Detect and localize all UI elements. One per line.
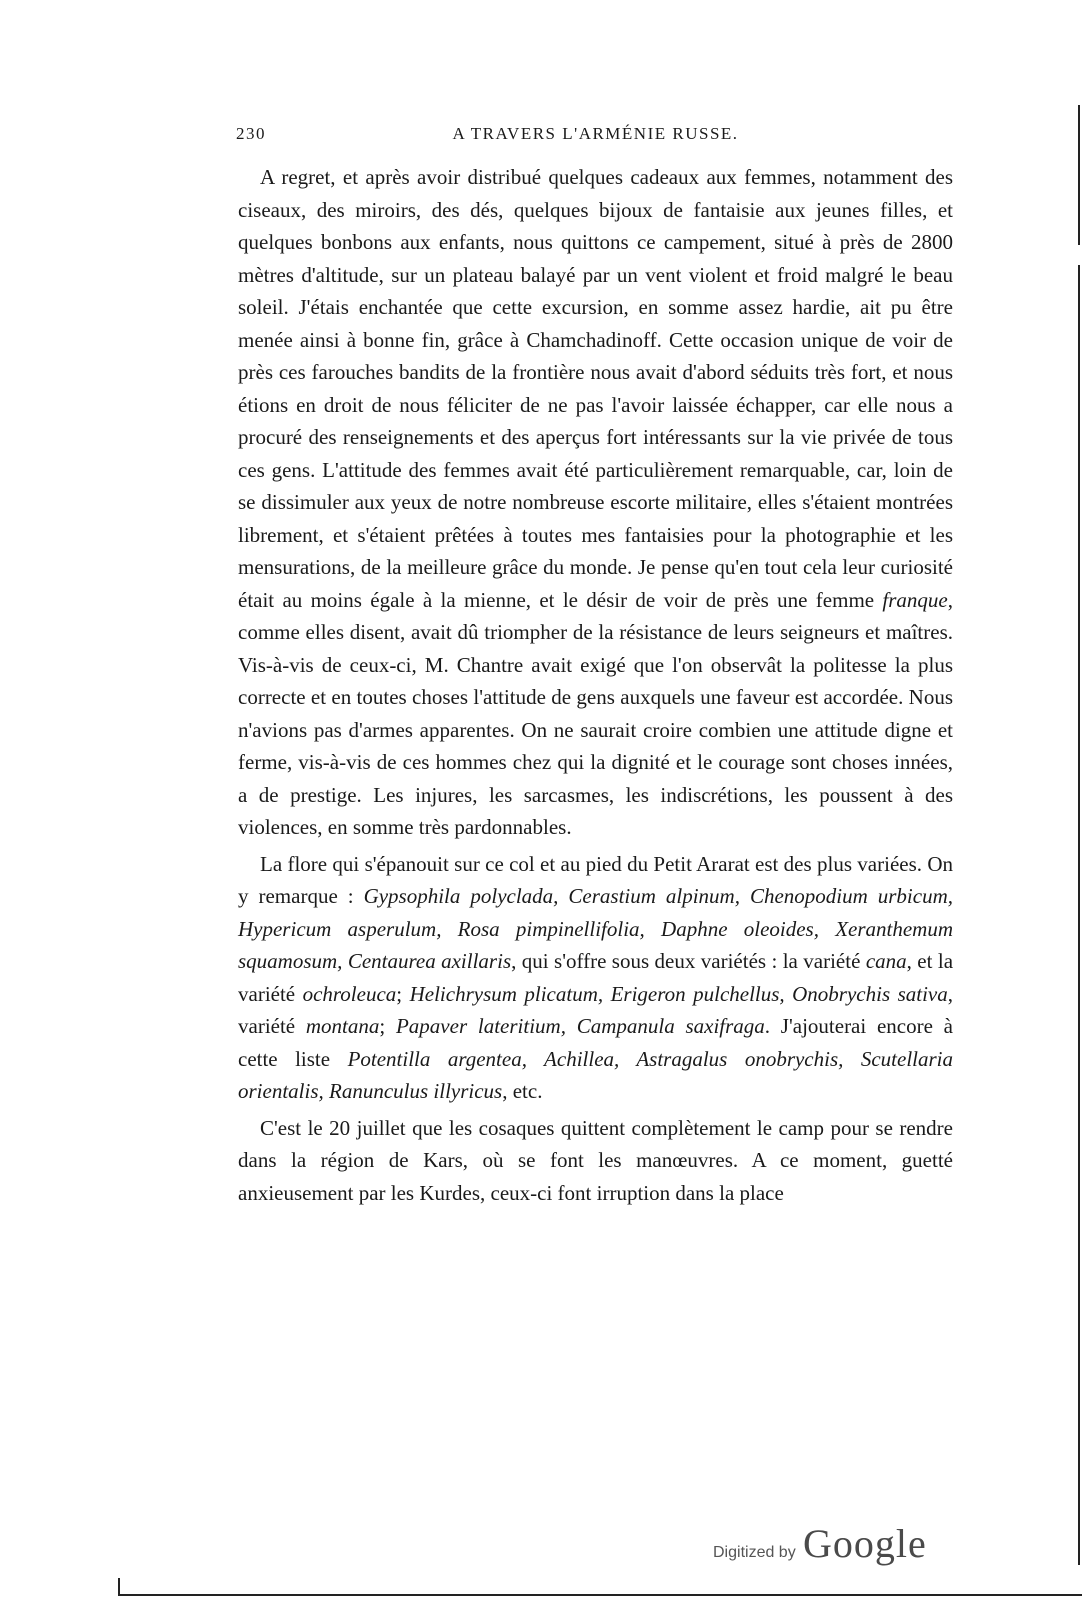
text-run: C'est le 20 juillet que les cosaques quittent complètement le camp pour se rendre dans la région de Kars, où se font les manœuvres. A ce moment, guetté anxieusement par les Kurdes, ceux-ci font irruption dans la place (238, 1115, 953, 1205)
running-head (236, 124, 955, 150)
text-run: , qui s'offre sous deux variétés : la variété (511, 949, 866, 973)
digitized-watermark (713, 1520, 933, 1570)
italic-term: Papaver lateritium, Campanula saxifraga (395, 1014, 765, 1038)
text-run: La flore qui s'épanouit sur ce col et au pied du Petit Ararat est des plus variées. On y remarque : (238, 851, 953, 908)
text-run: ; (379, 1014, 396, 1038)
italic-term: Gypsophila polyclada, Cerastium alpinum, Chenopodium urbicum, Hypericum asperulum, Rosa pimpinellifolia, Daphne oleoides, Xeranthemum squamosum, Centaurea axillaris (238, 884, 953, 973)
text-run: , etc. (502, 1079, 543, 1103)
body-text (238, 161, 953, 1213)
google-logo: Google (803, 1521, 927, 1566)
scan-edge-line (1078, 265, 1080, 1565)
text-run: , variété (238, 981, 954, 1038)
italic-term: ochroleuca (302, 981, 397, 1006)
text-run: . J'ajouterai encore à cette liste (238, 1014, 953, 1071)
italic-term: cana (865, 949, 907, 973)
italic-term: montana (305, 1014, 380, 1038)
text-run: , comme elles disent, avait dû triompher de la résistance de leurs seigneurs et maîtres. Vis-à-vis de ceux-ci, M. Chantre avait exigé que l'on observât la politesse la plus correcte et en toutes choses l'attitude de gens auxquels une faveur est accordée. Nous n'avions pas d'armes apparentes. On ne saurait croire combien une attitude digne et ferme, vis-à-vis de ces hommes chez qui la dignité et le courage sont choses innées, a de prestige. Les injures, les sarcasmes, les indiscrétions, les poussent à des violences, en somme très pardonnables. (238, 587, 953, 839)
text-run: , et la variété (238, 949, 954, 1006)
italic-term: Helichrysum plicatum, Erigeron pulchellus, Onobrychis sativa (409, 981, 948, 1006)
paragraph (238, 1112, 953, 1210)
paragraph (238, 848, 953, 1108)
italic-term: franque (882, 587, 948, 612)
scan-edge-line (118, 1594, 1082, 1596)
text-run: A regret, et après avoir distribué quelques cadeaux aux femmes, notamment des ciseaux, des miroirs, des dés, quelques bijoux de fantaisie aux jeunes filles, et quelques bonbons aux enfants, nous quittons ce campement, situé à près de 2800 mètres d'altitude, sur un plateau balayé par un vent violent et froid malgré le beau soleil. J'étais enchantée que cette excursion, en somme assez hardie, ait pu être menée ainsi à bonne fin, grâce à Chamchadinoff. Cette occasion unique de voir de près ces farouches bandits de la frontière nous avait d'abord séduits très fort, et nous étions en droit de nous féliciter de ne pas l'avoir laissée échapper, car elle nous a procuré des renseignements et des aperçus fort intéressants sur la vie privée de tous ces gens. L'attitude des femmes avait été particulièrement remarquable, car, loin de se dissimuler aux yeux de notre nombreuse escorte militaire, elles s'étaient montrées librement, et s'étaient prêtées à toutes mes fantaisies pour la photographie et les mensurations, de la meilleure grâce du monde. Je pense qu'en tout cela leur curiosité était au moins égale à la mienne, et le désir de voir de près une femme (238, 165, 953, 612)
italic-term: Potentilla argentea, Achillea, Astragalus onobrychis, Scutellaria orientalis, Ranunculus illyricus (238, 1046, 954, 1103)
scan-edge-line (1078, 105, 1080, 245)
watermark-prefix: Digitized by (713, 1544, 796, 1561)
text-run: ; (396, 981, 410, 1006)
paragraph (238, 161, 953, 844)
running-title: A TRAVERS L'ARMÉNIE RUSSE. (452, 124, 739, 143)
page-number: 230 (236, 124, 266, 143)
